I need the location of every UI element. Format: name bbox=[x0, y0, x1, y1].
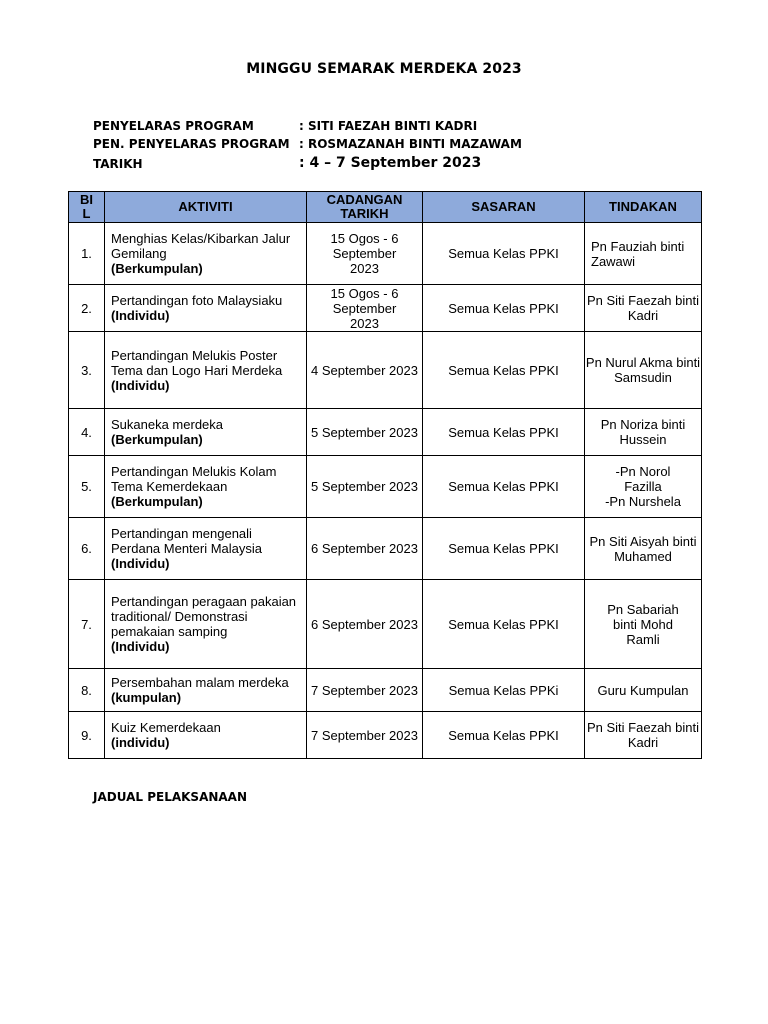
table-row bbox=[69, 409, 702, 456]
cell-activity bbox=[105, 456, 307, 518]
info-label: PENYELARAS PROGRAM bbox=[93, 119, 254, 133]
cell-action bbox=[585, 518, 702, 580]
activity-name: Menghias Kelas/Kibarkan Jalur Gemilang bbox=[111, 231, 291, 261]
activity-name: Pertandingan foto Malaysiaku bbox=[111, 293, 283, 308]
header-tindakan: TINDAKAN bbox=[585, 192, 702, 223]
cell-date: 5 September 2023 bbox=[307, 456, 423, 518]
cell-activity bbox=[105, 580, 307, 669]
cell-bil: 4. bbox=[69, 409, 105, 456]
activity-type: (Berkumpulan) bbox=[111, 494, 203, 509]
activity-name: Pertandingan peragaan pakaian traditional/ Demonstrasi pemakaian samping bbox=[111, 594, 297, 639]
action-person: Pn Siti Faezah binti Kadri bbox=[586, 720, 699, 750]
cell-activity bbox=[105, 518, 307, 580]
activity-type: (Individu) bbox=[111, 556, 170, 571]
action-person: Pn Noriza binti Hussein bbox=[600, 417, 686, 447]
activity-type: (Individu) bbox=[111, 639, 170, 654]
cell-action bbox=[585, 456, 702, 518]
header-cadangan-tarikh: CADANGAN TARIKH bbox=[307, 192, 423, 223]
cell-action bbox=[585, 332, 702, 409]
action-person: Pn Sabariah binti Mohd Ramli bbox=[607, 601, 679, 647]
cell-bil: 5. bbox=[69, 456, 105, 518]
action-person: Pn Siti Aisyah binti Muhamed bbox=[589, 533, 697, 564]
document-title: MINGGU SEMARAK MERDEKA 2023 bbox=[246, 61, 522, 77]
cell-target: Semua Kelas PPKI bbox=[423, 285, 585, 332]
table-header-row bbox=[69, 192, 702, 223]
footer-heading: JADUAL PELAKSANAAN bbox=[93, 790, 248, 804]
activity-name: Sukaneka merdeka bbox=[111, 417, 224, 432]
action-person: -Pn Nurshela bbox=[605, 494, 681, 509]
action-person: Pn Fauziah binti Zawawi bbox=[591, 238, 685, 269]
info-value: : 4 – 7 September 2023 bbox=[299, 155, 482, 171]
table-row bbox=[69, 518, 702, 580]
cell-date: 6 September 2023 bbox=[307, 518, 423, 580]
header-bil: BI L bbox=[69, 192, 105, 223]
activity-name: Pertandingan Melukis Poster Tema dan Logo Hari Merdeka bbox=[111, 347, 283, 378]
info-label: PEN. PENYELARAS PROGRAM bbox=[93, 137, 290, 151]
info-value: : SITI FAEZAH BINTI KADRI bbox=[299, 119, 478, 133]
cell-bil: 2. bbox=[69, 285, 105, 332]
cell-date: 15 Ogos - 6 September 2023 bbox=[307, 223, 423, 285]
cell-activity bbox=[105, 409, 307, 456]
activity-type: (Berkumpulan) bbox=[111, 432, 203, 447]
header-aktiviti: AKTIVITI bbox=[105, 192, 307, 223]
activity-type: (Individu) bbox=[111, 308, 170, 323]
cell-activity bbox=[105, 223, 307, 285]
cell-bil: 8. bbox=[69, 669, 105, 712]
cell-action bbox=[585, 409, 702, 456]
activity-type: (Individu) bbox=[111, 377, 170, 393]
action-person: Pn Siti Faezah binti Kadri bbox=[586, 293, 699, 323]
cell-date: 4 September 2023 bbox=[307, 332, 423, 409]
cell-bil: 3. bbox=[69, 332, 105, 409]
cell-target: Semua Kelas PPKI bbox=[423, 223, 585, 285]
action-person: -Pn Norol Fazilla bbox=[615, 464, 671, 494]
activity-name: Persembahan malam merdeka bbox=[111, 675, 289, 690]
cell-target: Semua Kelas PPKI bbox=[423, 409, 585, 456]
cell-target: Semua Kelas PPKI bbox=[423, 712, 585, 759]
table-row bbox=[69, 285, 702, 332]
cell-bil: 1. bbox=[69, 223, 105, 285]
table-row bbox=[69, 456, 702, 518]
cell-date: 15 Ogos - 6 September 2023 bbox=[307, 285, 423, 332]
activity-type: (Berkumpulan) bbox=[111, 261, 203, 276]
table-row bbox=[69, 669, 702, 712]
action-person: Guru Kumpulan bbox=[597, 682, 689, 698]
action-person: Pn Nurul Akma binti Samsudin bbox=[585, 355, 701, 385]
cell-action bbox=[585, 712, 702, 759]
cell-target: Semua Kelas PPKi bbox=[423, 669, 585, 712]
cell-action bbox=[585, 580, 702, 669]
table-row bbox=[69, 712, 702, 759]
cell-date: 5 September 2023 bbox=[307, 409, 423, 456]
header-sasaran: SASARAN bbox=[423, 192, 585, 223]
activity-name: Pertandingan Melukis Kolam Tema Kemerdekaan bbox=[111, 464, 277, 494]
cell-activity bbox=[105, 285, 307, 332]
schedule-table bbox=[68, 191, 702, 759]
table-row bbox=[69, 332, 702, 409]
cell-action bbox=[585, 669, 702, 712]
cell-bil: 9. bbox=[69, 712, 105, 759]
activity-type: (kumpulan) bbox=[111, 690, 182, 705]
table-row bbox=[69, 580, 702, 669]
cell-date: 6 September 2023 bbox=[307, 580, 423, 669]
info-label: TARIKH bbox=[93, 157, 143, 171]
cell-target: Semua Kelas PPKI bbox=[423, 518, 585, 580]
cell-activity bbox=[105, 712, 307, 759]
cell-bil: 6. bbox=[69, 518, 105, 580]
cell-target: Semua Kelas PPKI bbox=[423, 332, 585, 409]
cell-date: 7 September 2023 bbox=[307, 712, 423, 759]
cell-target: Semua Kelas PPKI bbox=[423, 456, 585, 518]
cell-action bbox=[585, 285, 702, 332]
activity-name: Kuiz Kemerdekaan bbox=[111, 720, 221, 735]
cell-activity bbox=[105, 332, 307, 409]
cell-bil: 7. bbox=[69, 580, 105, 669]
table-row bbox=[69, 223, 702, 285]
cell-date: 7 September 2023 bbox=[307, 669, 423, 712]
cell-activity bbox=[105, 669, 307, 712]
info-value: : ROSMAZANAH BINTI MAZAWAM bbox=[299, 137, 522, 151]
activity-type: (individu) bbox=[111, 735, 170, 750]
cell-target: Semua Kelas PPKI bbox=[423, 580, 585, 669]
cell-action bbox=[585, 223, 702, 285]
activity-name: Pertandingan mengenali Perdana Menteri Malaysia bbox=[111, 526, 263, 556]
